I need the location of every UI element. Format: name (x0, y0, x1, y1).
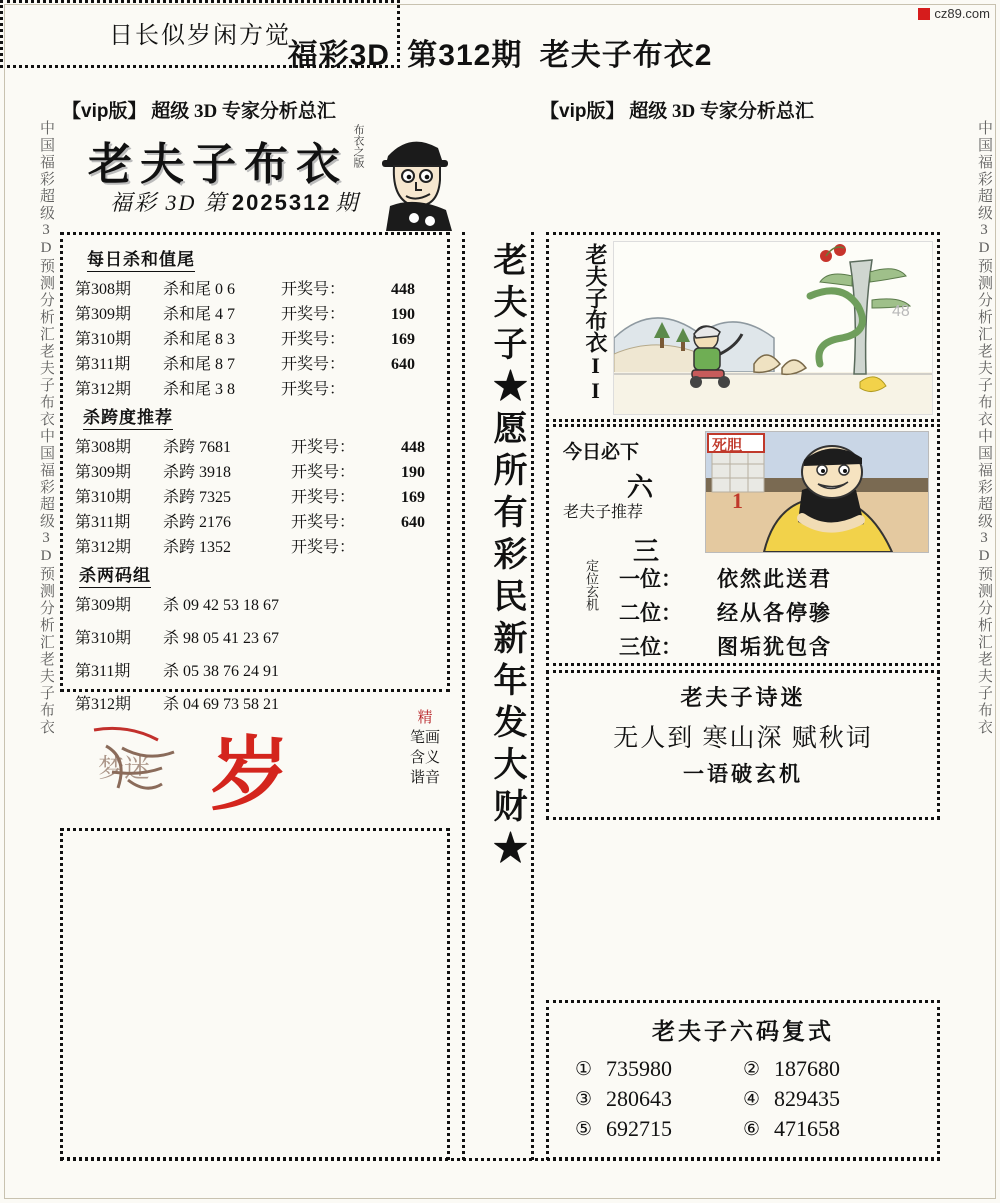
section-title-kill-pair: 杀两码组 (79, 561, 151, 588)
comic-box (546, 232, 940, 422)
left-art-area (60, 700, 450, 820)
logo-title: 老夫子布衣 (88, 140, 348, 189)
six-code-item (743, 1056, 911, 1082)
row-kill: 杀 98 05 41 23 67 (163, 630, 280, 647)
comic-illustration-svg (614, 242, 932, 414)
row-kill: 杀 09 42 53 18 67 (163, 597, 280, 614)
kill-pair-table (75, 592, 435, 714)
vip-text-right: 超级 3D 专家分析总汇 (629, 101, 814, 122)
six-code-value: 692715 (606, 1116, 673, 1141)
mascot-illustration (352, 124, 470, 231)
section-title-kill-span: 杀跨度推荐 (83, 403, 173, 430)
six-codes-grid (549, 1056, 937, 1142)
row-label: 开奖号： (281, 331, 346, 348)
six-code-value: 471658 (774, 1116, 841, 1141)
page-title (0, 30, 1000, 74)
row-kill: 杀跨 1352 (163, 539, 232, 556)
side-column-left: 中国福彩超级3D预测分析汇老夫子布衣中国福彩超级3D预测分析汇老夫子布衣 (38, 120, 54, 736)
logo-banner (60, 126, 470, 231)
row-issue: 第309期 (75, 597, 132, 614)
title-issue: 第312期 (407, 39, 523, 72)
row-label: 开奖号： (291, 439, 356, 456)
row-kill: 杀跨 2176 (163, 514, 232, 531)
table-row (75, 326, 435, 349)
side-column-right: 中国福彩超级3D预测分析汇老夫子布衣中国福彩超级3D预测分析汇老夫子布衣 (976, 120, 992, 736)
row-kill: 杀 04 69 73 58 21 (163, 696, 280, 713)
table-row (75, 658, 435, 681)
position-row (619, 597, 939, 627)
mascot-note: 布衣之版 (352, 124, 364, 168)
row-issue: 第308期 (75, 439, 132, 456)
row-label: 开奖号： (281, 381, 346, 398)
six-code-index: ③ (575, 1088, 593, 1110)
six-codes-box (546, 1000, 940, 1160)
brush-scribble (88, 718, 198, 808)
vip-banner-row (0, 96, 1000, 130)
row-issue: 第309期 (75, 306, 132, 323)
row-kill: 杀和尾 3 8 (163, 381, 236, 398)
position-text: 经从各停骖 (717, 601, 832, 625)
position-label: 一位： (619, 567, 682, 591)
art-note-line1: 精 (417, 710, 433, 726)
row-issue: 第308期 (75, 281, 132, 298)
center-slogan-strip (462, 232, 534, 1160)
logo-sub-prefix: 福彩 3D 第 (110, 190, 228, 215)
row-kill: 杀和尾 8 3 (163, 331, 236, 348)
position-label: 三位： (619, 635, 682, 659)
left-blank-box (60, 828, 450, 1160)
six-code-value: 280643 (606, 1086, 673, 1111)
today-picks-box (546, 424, 940, 666)
comic-illustration (613, 241, 933, 415)
table-row (75, 625, 435, 648)
today-number-1: 六 (627, 473, 654, 502)
row-number: 448 (401, 439, 425, 456)
row-number: 190 (391, 306, 415, 323)
poem-line-2: 一语破玄机 (683, 762, 803, 786)
row-number: 640 (401, 514, 425, 531)
logo-subtitle (110, 186, 360, 217)
art-note-line4: 谐音 (409, 770, 440, 786)
row-issue: 第309期 (75, 464, 132, 481)
row-issue: 第312期 (75, 539, 132, 556)
six-code-item (575, 1116, 743, 1142)
vip-tag-right: 【vip版】 (540, 101, 625, 122)
six-code-item (743, 1116, 911, 1142)
red-character: 岁 (210, 732, 290, 820)
watermark-square-icon (918, 8, 930, 20)
row-kill: 杀和尾 4 7 (163, 306, 236, 323)
logo-issue: 2025312 (231, 190, 332, 215)
six-code-index: ⑥ (743, 1118, 761, 1140)
section-title-kill-sum-tail: 每日杀和值尾 (87, 245, 195, 272)
table-row (75, 509, 435, 532)
left-analysis-box (60, 232, 450, 713)
vip-banner-left (62, 96, 336, 123)
mascot-svg (360, 126, 470, 231)
six-code-value: 829435 (774, 1086, 841, 1111)
row-issue: 第310期 (75, 489, 132, 506)
today-number-2: 三 (633, 537, 660, 566)
vip-banner-right (540, 96, 814, 123)
row-kill: 杀跨 3918 (163, 464, 232, 481)
watermark-text: cz89.com (934, 6, 990, 21)
row-kill: 杀 05 38 76 24 91 (163, 663, 280, 680)
character-photo (705, 431, 929, 553)
row-number: 169 (401, 489, 425, 506)
six-code-item (575, 1086, 743, 1112)
row-kill: 杀和尾 8 7 (163, 356, 236, 373)
table-row (75, 459, 435, 482)
row-issue: 第310期 (75, 331, 132, 348)
watermark (918, 6, 990, 21)
position-label: 二位： (619, 601, 682, 625)
title-lottery: 福彩3D (287, 39, 390, 72)
row-number: 190 (401, 464, 425, 481)
row-issue: 第311期 (75, 663, 131, 680)
poem-box (546, 670, 940, 820)
recommend-label: 老夫子推荐 (563, 504, 644, 521)
position-text: 图垢犹包含 (717, 635, 832, 659)
row-kill: 杀跨 7325 (163, 489, 232, 506)
row-issue: 第312期 (75, 696, 132, 713)
row-issue: 第311期 (75, 356, 131, 373)
six-code-item (575, 1056, 743, 1082)
row-label: 开奖号： (281, 306, 346, 323)
six-code-index: ⑤ (575, 1118, 593, 1140)
vip-text-left: 超级 3D 专家分析总汇 (151, 101, 336, 122)
logo-sub-suffix: 期 (335, 190, 360, 215)
table-row (75, 351, 435, 374)
row-label: 开奖号： (291, 539, 356, 556)
poem-line-3: 日长似岁闲方觉 (109, 23, 291, 49)
poem-line-1: 无人到 寒山深 赋秋词 (613, 725, 873, 752)
title-name: 老夫子布衣2 (539, 39, 713, 72)
table-row (75, 301, 435, 324)
six-code-value: 187680 (774, 1056, 841, 1081)
six-code-index: ① (575, 1058, 593, 1080)
table-row (75, 276, 435, 299)
photo-number: 1 (732, 488, 743, 513)
six-code-item (743, 1086, 911, 1112)
position-row (619, 631, 939, 661)
table-row (75, 376, 435, 399)
row-label: 开奖号： (291, 514, 356, 531)
table-row (75, 592, 435, 615)
svg-text:48: 48 (892, 303, 910, 320)
six-codes-title: 老夫子六码复式 (652, 1019, 834, 1044)
row-issue: 第312期 (75, 381, 132, 398)
bottom-divider (60, 1158, 940, 1161)
center-slogan-text: 老夫子★愿所有彩民新年发大财★ (488, 242, 525, 872)
today-label: 今日必下 (563, 442, 640, 463)
row-number: 640 (391, 356, 415, 373)
row-number: 448 (391, 281, 415, 298)
row-issue: 第311期 (75, 514, 131, 531)
scribble-char: 梦迷 (98, 754, 151, 783)
poem-title: 老夫子诗迷 (680, 685, 806, 710)
row-label: 开奖号： (281, 356, 346, 373)
row-label: 开奖号： (291, 489, 356, 506)
six-code-value: 735980 (606, 1056, 673, 1081)
art-note-line3: 含义 (409, 750, 440, 766)
row-number: 169 (391, 331, 415, 348)
position-row (619, 563, 939, 593)
row-issue: 第310期 (75, 630, 132, 647)
kill-sum-tail-table (75, 276, 435, 399)
position-text: 依然此送君 (717, 567, 832, 591)
six-code-index: ④ (743, 1088, 761, 1110)
art-note-line2: 笔画 (409, 730, 440, 746)
position-secret-label: 定位玄机 (584, 559, 599, 611)
comic-title: 老夫子布衣II (583, 243, 608, 403)
vip-tag-left: 【vip版】 (62, 101, 147, 122)
art-note (390, 708, 460, 788)
six-code-index: ② (743, 1058, 761, 1080)
table-row (75, 534, 435, 557)
table-row (75, 484, 435, 507)
row-label: 开奖号： (291, 464, 356, 481)
kill-span-table (75, 434, 435, 557)
position-list (619, 563, 939, 665)
row-label: 开奖号： (281, 281, 346, 298)
row-kill: 杀和尾 0 6 (163, 281, 236, 298)
row-kill: 杀跨 7681 (163, 439, 232, 456)
photo-badge: 死胆 (712, 438, 743, 454)
table-row (75, 434, 435, 457)
